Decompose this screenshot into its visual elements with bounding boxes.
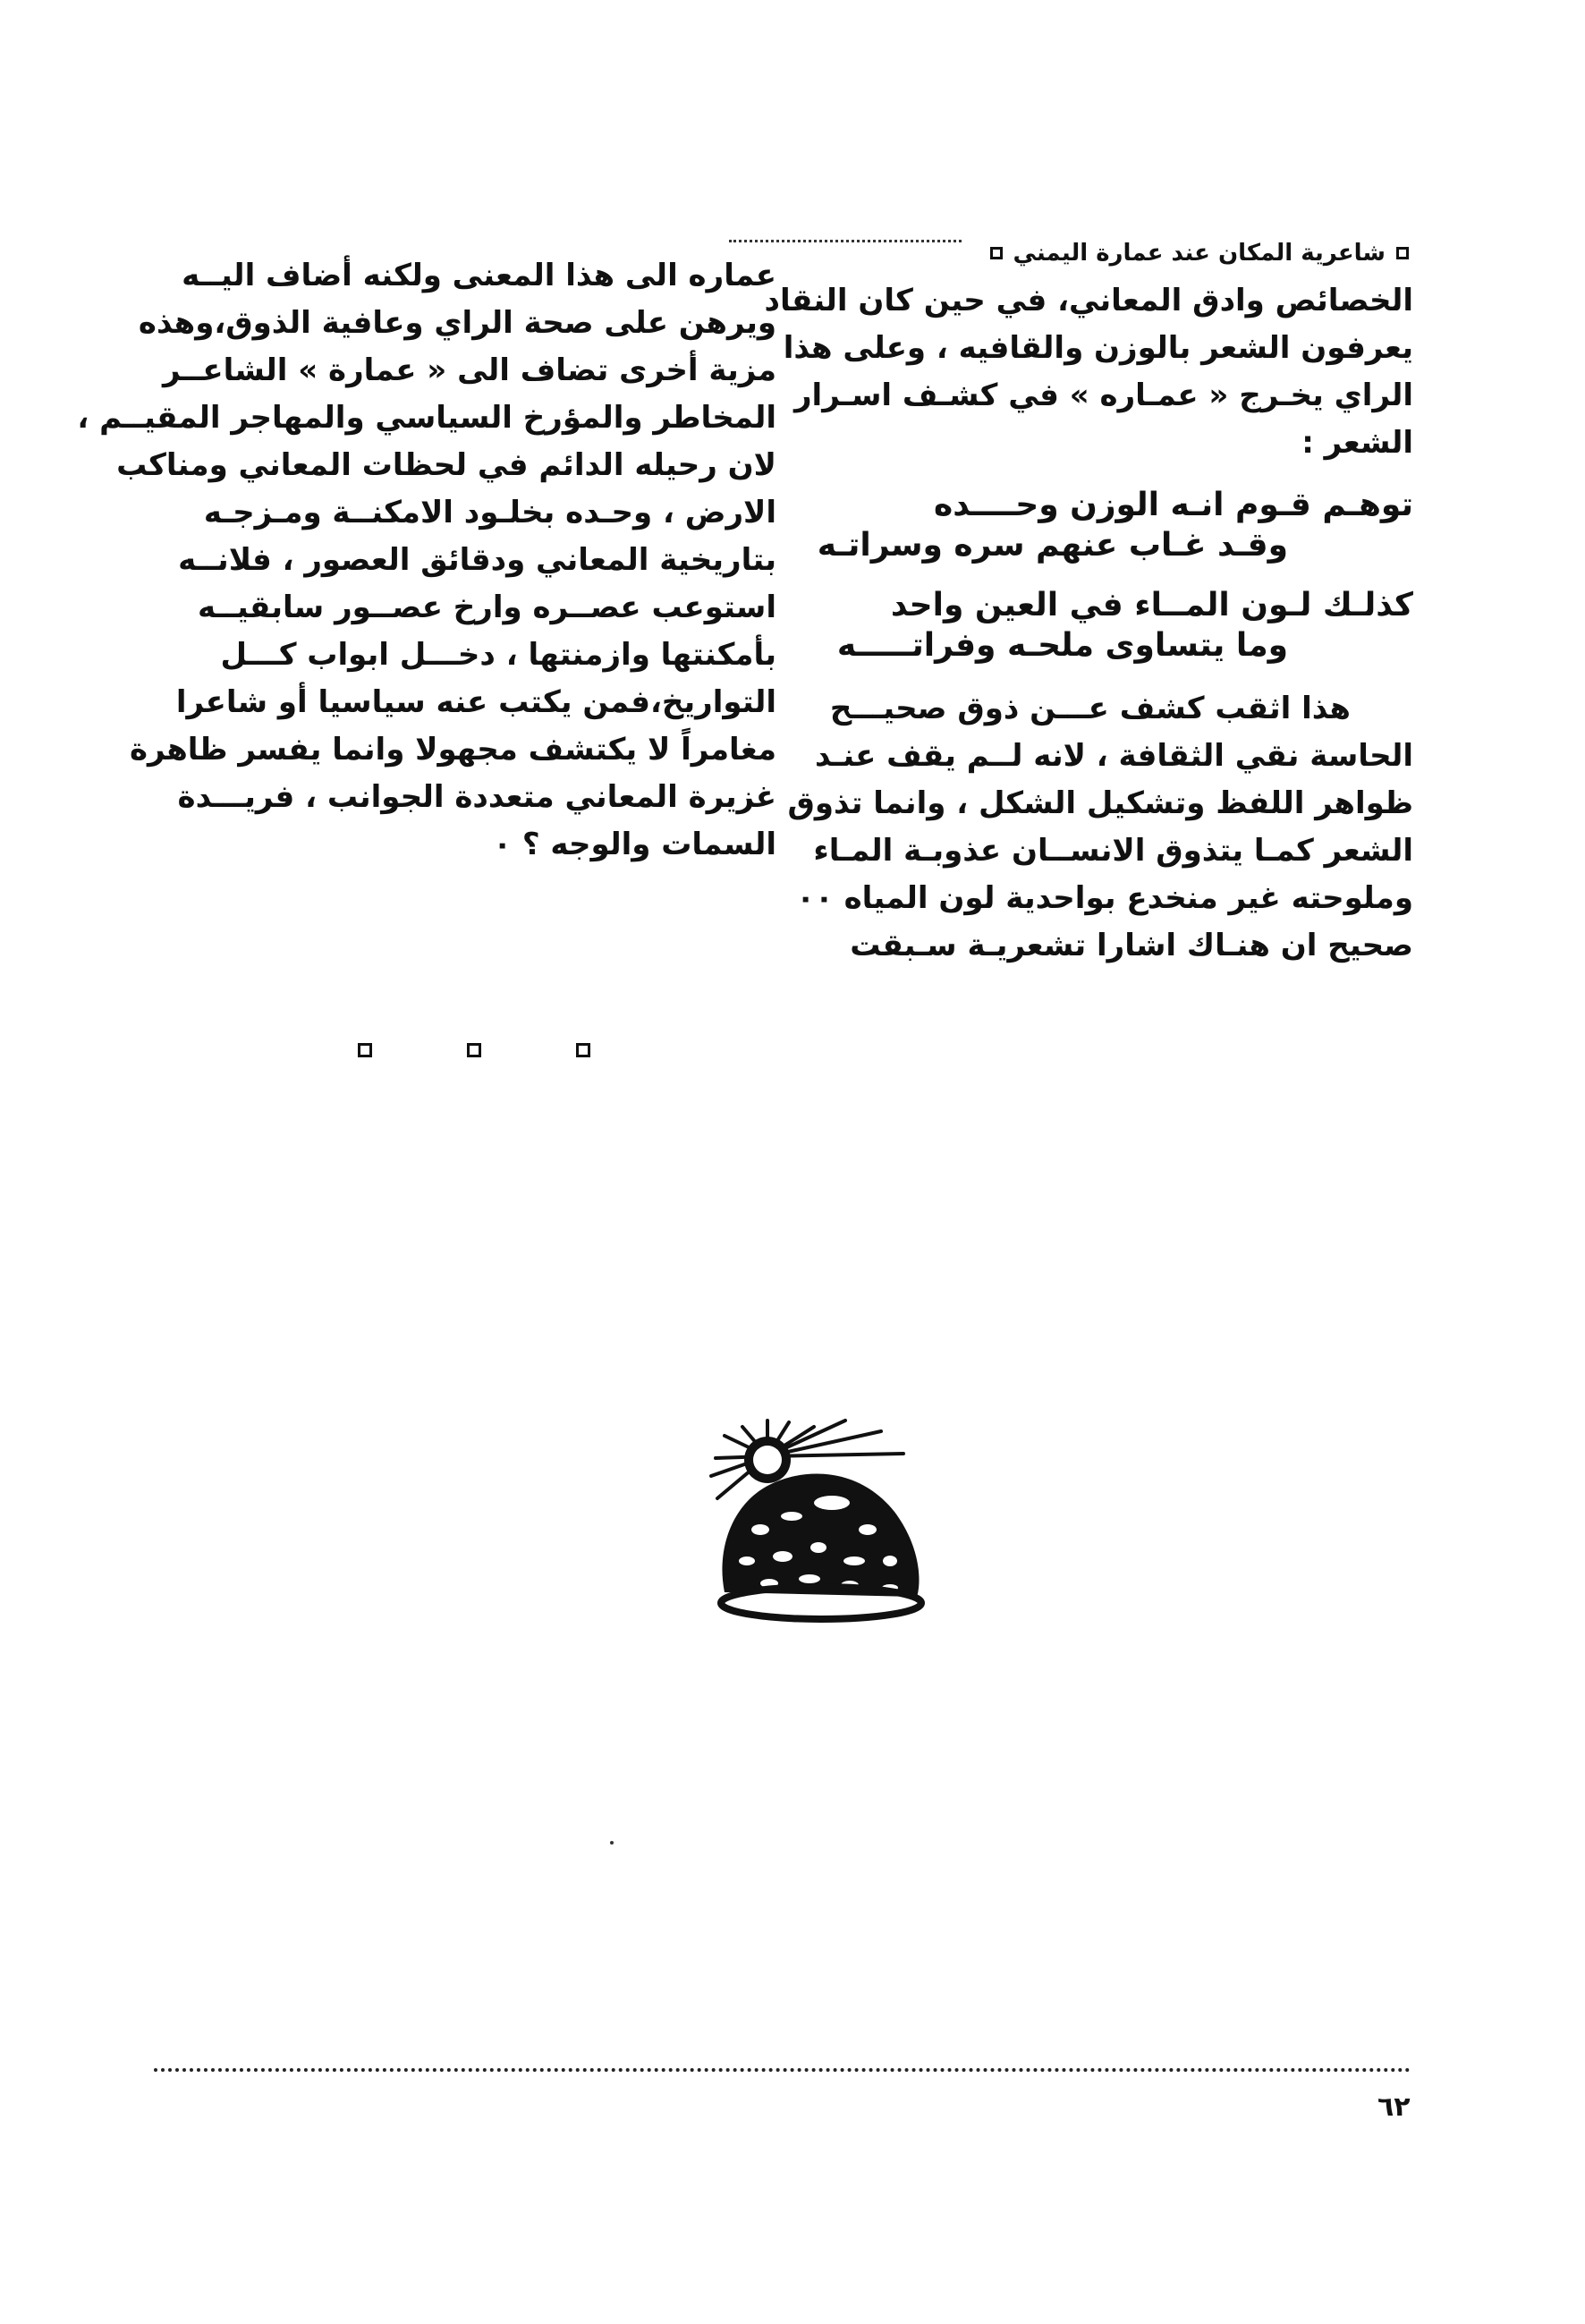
text-line: وملوحته غير منخدع بواحدية لون المياه ٠٠ bbox=[796, 880, 1413, 916]
text-line: الشعر كمـا يتذوق الانســان عذوبـة المـاء bbox=[813, 833, 1413, 869]
text-line: عماره الى هذا المعنى ولكنه أضاف اليــه bbox=[182, 258, 776, 293]
verse-second-hemistich: وما يتساوى ملحـه وفراتـــــه bbox=[836, 627, 1288, 664]
text-line: المخاطر والمؤرخ السياسي والمهاجر المقيــم ، bbox=[77, 400, 776, 436]
text-line: الخصائص وادق المعاني، في حين كان النقاد bbox=[764, 283, 1413, 318]
square-icon bbox=[990, 247, 1003, 259]
verse-first-hemistich: توهـم قـوم انـه الوزن وحــــده bbox=[933, 487, 1413, 523]
text-line: بتاريخية المعاني ودقائق العصور ، فلانــه bbox=[178, 542, 776, 578]
square-icon bbox=[467, 1043, 481, 1057]
text-line: مغامراً لا يكتشف مجهولا وانما يفسر ظاهرة bbox=[129, 732, 776, 768]
scan-speck bbox=[610, 1841, 614, 1845]
text-line: مزية أخرى تضاف الى « عمارة » الشاعــر bbox=[162, 352, 776, 388]
text-line: الشعر : bbox=[1301, 425, 1413, 461]
section-end-marks bbox=[358, 1043, 590, 1057]
verse-first-hemistich: كذلـك لـون المــاء في العين واحد bbox=[890, 587, 1413, 623]
header-dotted-rule bbox=[729, 240, 962, 242]
square-icon bbox=[1396, 247, 1409, 259]
text-line: التواريخ،فمن يكتب عنه سياسيا أو شاعرا bbox=[175, 684, 776, 720]
text-line: ظواهر اللفظ وتشكيل الشكل ، وانما تذوق bbox=[787, 785, 1413, 821]
text-line: غزيرة المعاني متعددة الجوانب ، فريـــدة bbox=[177, 779, 776, 815]
text-line: يعرفون الشعر بالوزن والقافيه ، وعلى هذا bbox=[783, 330, 1413, 366]
verse-couplet bbox=[817, 485, 1413, 666]
text-line: الراي يخـرج « عمـاره » في كشـف اسـرار bbox=[793, 377, 1413, 413]
text-line: صحيح ان هنـاك اشارا تشعريـة سـبقت bbox=[850, 928, 1413, 963]
text-line: لان رحيله الدائم في لحظات المعاني ومناكب bbox=[116, 447, 776, 483]
text-line: ويرهن على صحة الراي وعافية الذوق،وهذه bbox=[138, 305, 776, 341]
square-icon bbox=[576, 1043, 590, 1057]
text-line: الحاسة نقي الثقافة ، لانه لــم يقف عنـد bbox=[814, 738, 1413, 774]
left-column bbox=[77, 252, 776, 869]
text-line: بأمكنتها وازمنتها ، دخـــل ابواب كـــل bbox=[220, 637, 776, 673]
text-line: الارض ، وحـده بخلـود الامكنــة ومـزجـه bbox=[203, 495, 776, 530]
running-header bbox=[729, 231, 1409, 284]
running-title bbox=[990, 240, 1409, 267]
text-line: السمات والوجه ؟ ٠ bbox=[493, 827, 776, 862]
running-title-text: شاعرية المكان عند عمارة اليمني bbox=[1013, 240, 1386, 267]
verse-second-hemistich: وقـد غـاب عنهم سره وسراتـه bbox=[817, 527, 1288, 564]
text-line: استوعب عصــره وارخ عصــور سابقيــه bbox=[198, 589, 776, 625]
right-column bbox=[764, 277, 1413, 970]
square-icon bbox=[358, 1043, 372, 1057]
page-number: ٦٢ bbox=[1377, 2091, 1411, 2123]
text-line: هذا اثقب كشف عـــن ذوق صحيـــح bbox=[829, 691, 1351, 726]
footer-dotted-rule bbox=[154, 2068, 1411, 2072]
sun-over-bush-ornament-icon bbox=[707, 1413, 939, 1637]
